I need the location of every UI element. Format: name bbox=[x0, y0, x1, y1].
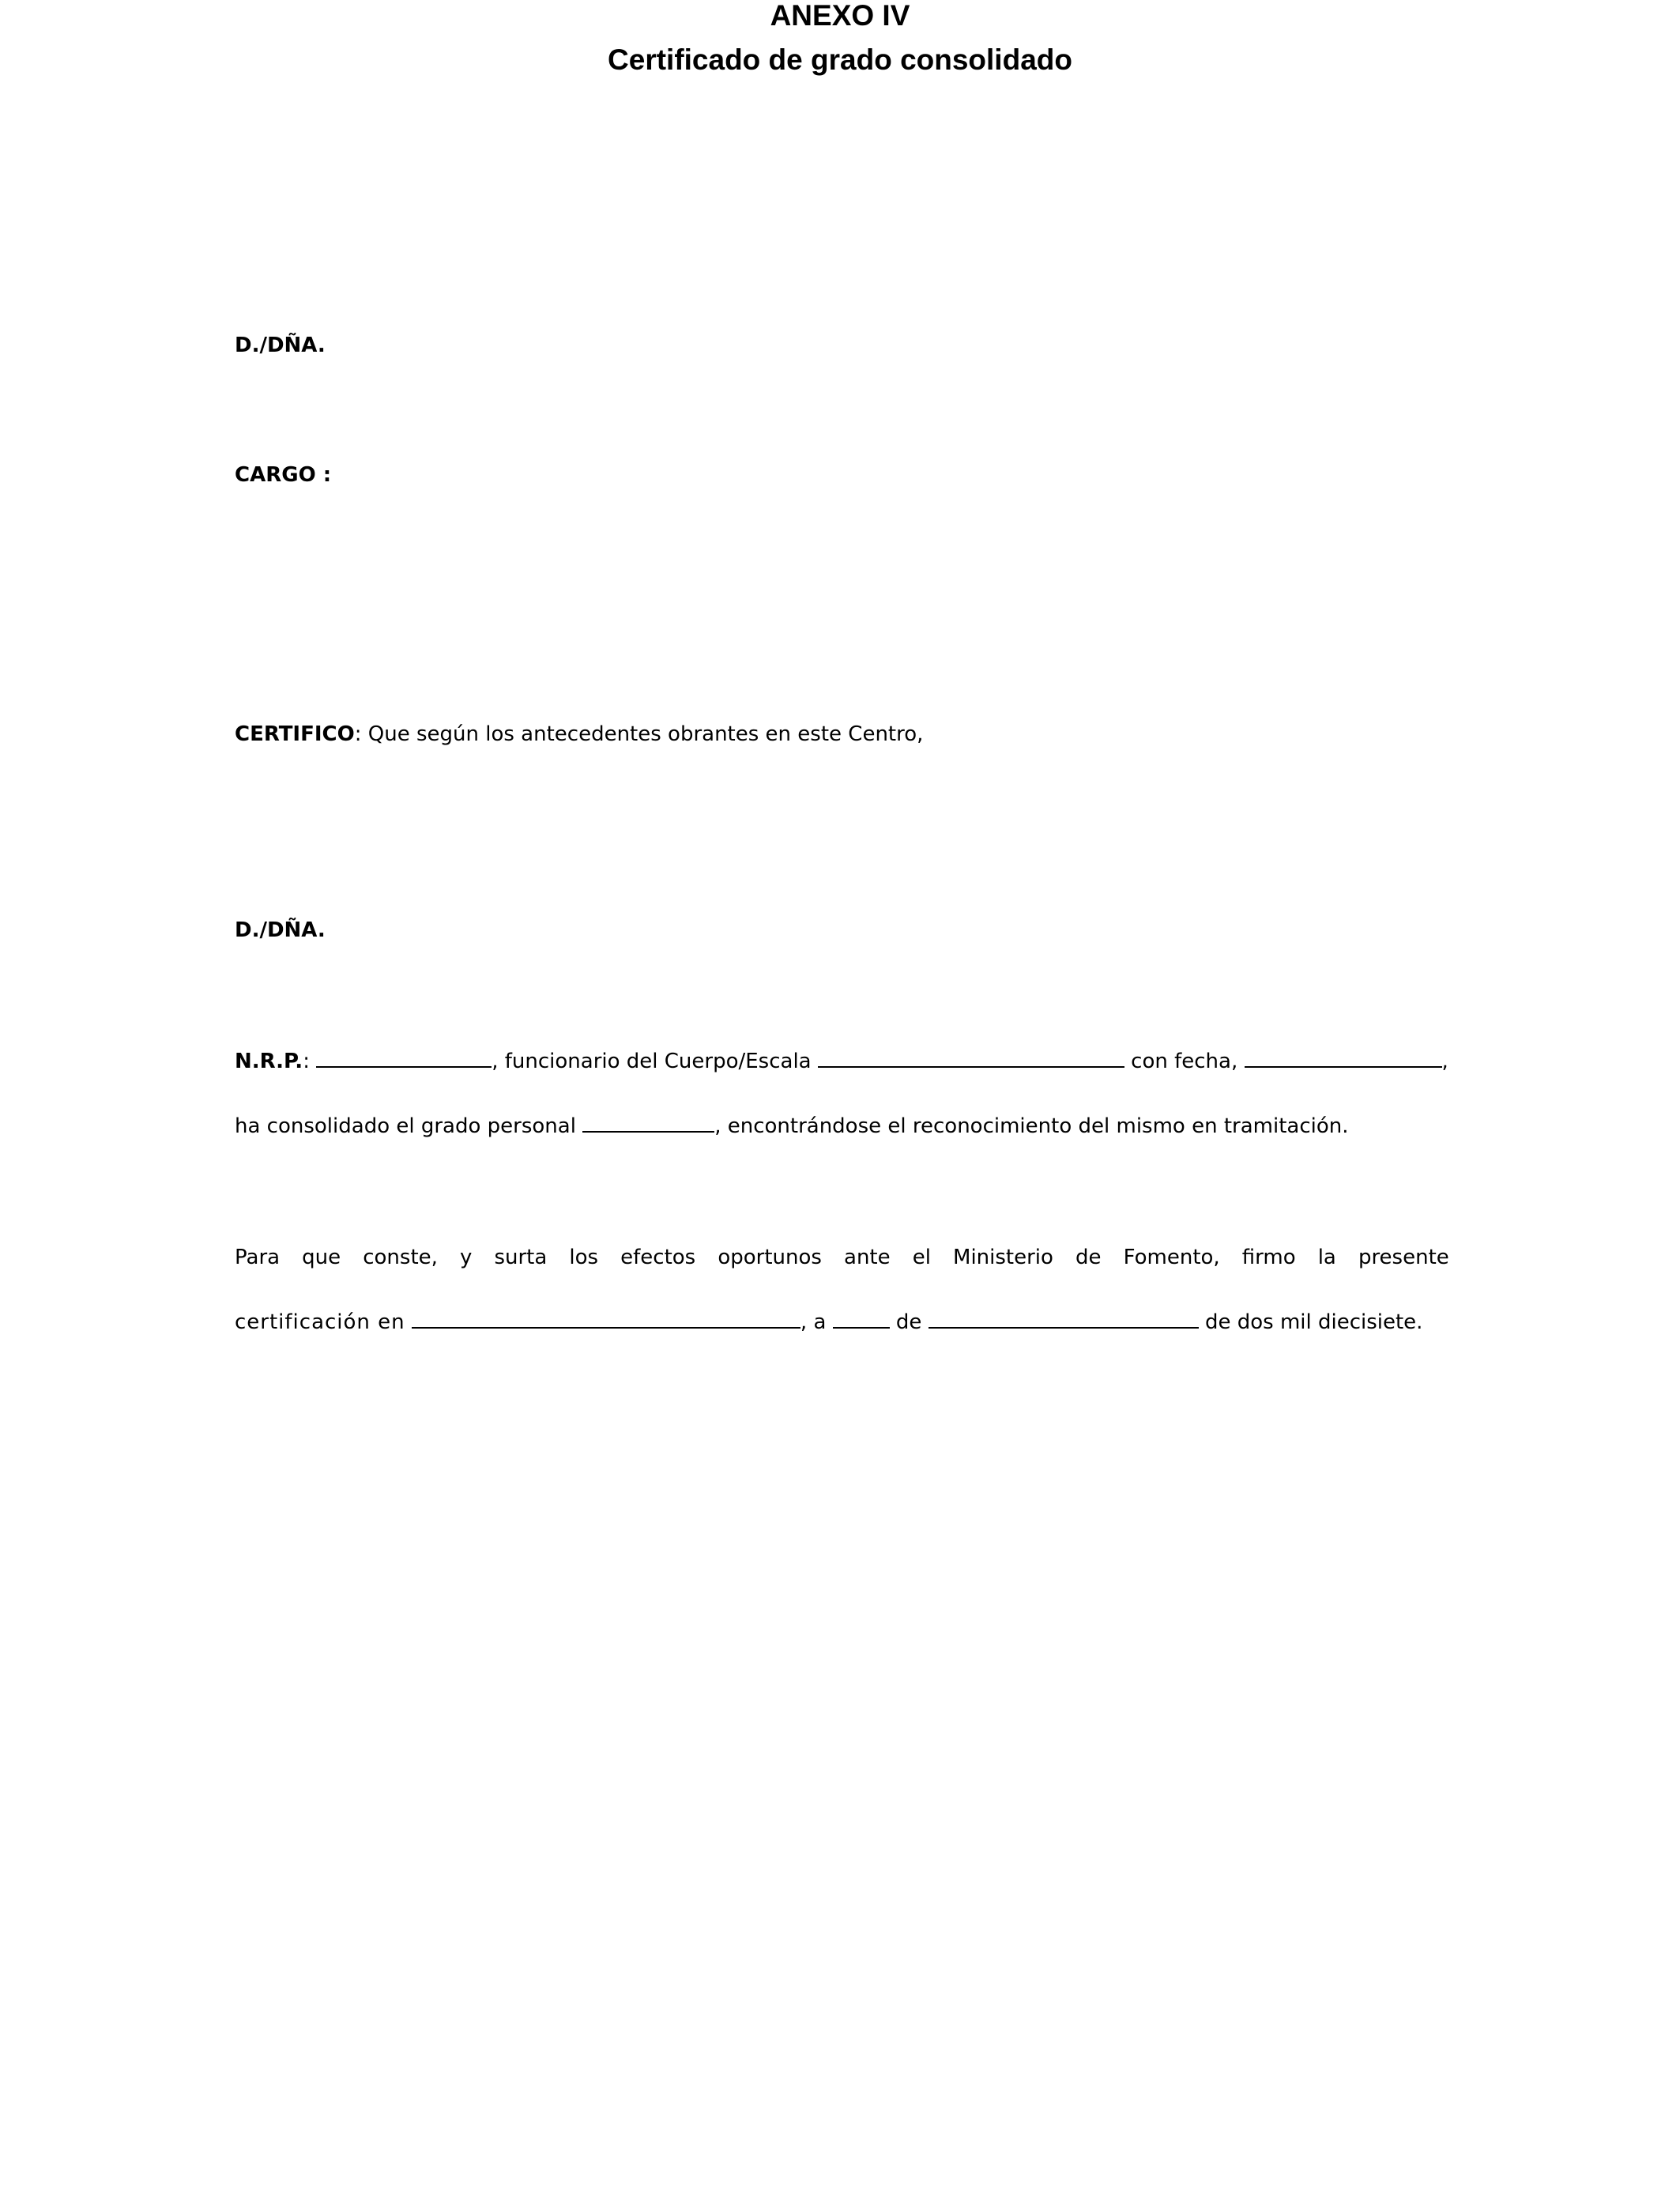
nrp-line bbox=[235, 1048, 1448, 1075]
nrp-colon: : bbox=[303, 1050, 310, 1073]
nrp-text-3: , bbox=[1441, 1050, 1448, 1073]
closing-text-3: de bbox=[895, 1310, 922, 1334]
closing-text-2: , a bbox=[800, 1310, 827, 1334]
closing-word: presente bbox=[1358, 1246, 1449, 1269]
closing-word: firmo bbox=[1241, 1246, 1296, 1269]
name-label-2: D./DÑA. bbox=[235, 918, 326, 942]
certifico-text: : Que según los antecedentes obrantes en este Centro, bbox=[354, 722, 924, 746]
lugar-blank[interactable] bbox=[412, 1311, 800, 1329]
mes-blank[interactable] bbox=[929, 1311, 1199, 1329]
closing-word: Para bbox=[235, 1246, 281, 1269]
grade-text-1: ha consolidado el grado personal bbox=[235, 1114, 576, 1138]
closing-word: los bbox=[569, 1246, 599, 1269]
grade-text-2: , encontrándose el reconocimiento del mismo en tramitación. bbox=[714, 1114, 1349, 1138]
closing-text-4: de dos mil diecisiete. bbox=[1204, 1310, 1423, 1334]
closing-word: Ministerio bbox=[953, 1246, 1053, 1269]
certifico-label: CERTIFICO bbox=[235, 722, 355, 746]
closing-word: de bbox=[1075, 1246, 1102, 1269]
closing-word: surta bbox=[494, 1246, 548, 1269]
closing-line-1 bbox=[235, 1244, 1449, 1271]
cargo-label: CARGO : bbox=[235, 463, 332, 487]
certifico-statement bbox=[235, 721, 923, 748]
closing-word: conste, bbox=[363, 1246, 438, 1269]
fecha-blank[interactable] bbox=[1245, 1050, 1442, 1068]
closing-word: oportunos bbox=[718, 1246, 822, 1269]
name-label-1: D./DÑA. bbox=[235, 334, 326, 357]
closing-word: y bbox=[459, 1246, 473, 1269]
closing-word: la bbox=[1317, 1246, 1336, 1269]
closing-word: ante bbox=[844, 1246, 891, 1269]
closing-word: el bbox=[912, 1246, 931, 1269]
nrp-label: N.R.P. bbox=[235, 1050, 303, 1073]
annex-title: ANEXO IV bbox=[770, 0, 910, 32]
dia-blank[interactable] bbox=[833, 1311, 890, 1329]
cuerpo-escala-blank[interactable] bbox=[818, 1050, 1124, 1068]
closing-word: efectos bbox=[620, 1246, 696, 1269]
grado-blank[interactable] bbox=[582, 1115, 714, 1133]
closing-word: que bbox=[302, 1246, 341, 1269]
nrp-text-1: , funcionario del Cuerpo/Escala bbox=[492, 1050, 812, 1073]
closing-word: Fomento, bbox=[1123, 1246, 1220, 1269]
grade-line bbox=[235, 1113, 1348, 1140]
nrp-blank[interactable] bbox=[316, 1050, 492, 1068]
closing-text-1: certificación en bbox=[235, 1310, 405, 1334]
nrp-text-2: con fecha, bbox=[1131, 1050, 1238, 1073]
document-title: Certificado de grado consolidado bbox=[608, 43, 1072, 76]
closing-line-2 bbox=[235, 1309, 1422, 1336]
